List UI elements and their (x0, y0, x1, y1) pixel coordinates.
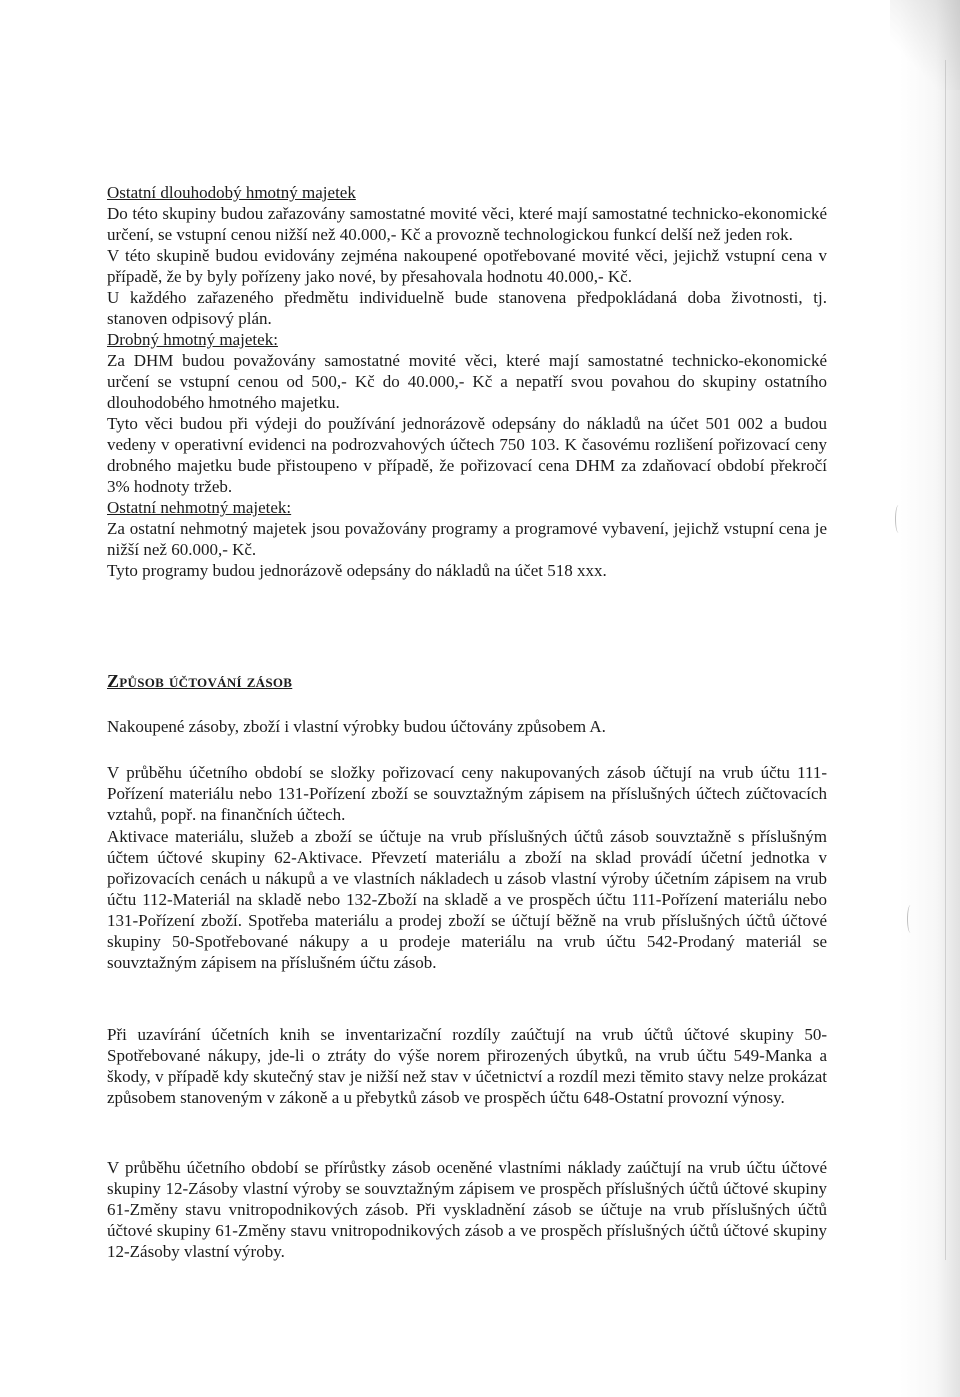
paragraph: Tyto věci budou při výdeji do používání jednorázově odepsány do nákladů na účet 501 002 a budou vedeny v operativní evidenci na podrozvahových účtech 750 103. K časovému rozlišení pořizovací ceny drobného majetku bude přistoupeno v případě, že pořizovací cena DHM za zdaňovací období překročí 3% hodnoty tržeb. (107, 414, 827, 496)
paragraph: Za DHM budou považovány samostatné movité věci, které mají samostatné technicko-ekonomické určení se vstupní cenou od 500,- Kč do 40.000,- Kč a nepatří svou povahou do skupiny ostatního dlouhodobého hmotného majetku. (107, 351, 827, 412)
scan-shadow-edge (900, 0, 960, 1397)
heading-zpusob-uctovani-zasob: Způsob účtování zásob (107, 671, 293, 691)
document-body-top (107, 182, 827, 581)
paragraph: U každého zařazeného předmětu individuelně bude stanovena předpokládaná doba životnosti, tj. stanoven odpisový plán. (107, 288, 827, 328)
heading-ostatni-dlouhodoby: Ostatní dlouhodobý hmotný majetek (107, 183, 356, 202)
paragraph: V této skupině budou evidovány zejména nakoupené opotřebované movité věci, jejichž vstupní cena v případě, že by byly pořízeny jako nové, by přesahovala hodnotu 40.000,- Kč. (107, 246, 827, 286)
paragraph: Za ostatní nehmotný majetek jsou považovány programy a programové vybavení, jejichž vstupní cena je nižší než 60.000,- Kč. (107, 519, 827, 559)
scan-shadow-corner (890, 0, 960, 90)
heading-drobny-hmotny: Drobný hmotný majetek: (107, 330, 278, 349)
paragraph: V průběhu účetního období se složky pořizovací ceny nakupovaných zásob účtují na vrub účtu 111-Pořízení materiálu nebo 131-Pořízení zboží se souvztažným zápisem na příslušných účtech zúčtovacích vztahů, popř. na finančních účtech. (107, 763, 827, 824)
paragraph: Při uzavírání účetních knih se inventarizační rozdíly zaúčtují na vrub účtů účtové skupiny 50-Spotřebované nákupy, jde-li o ztráty do výše norem přirozených úbytků, na vrub účtu 549-Manka a škody, v případě kdy skutečný stav je nižší než stav v účetnictví a rozdíl mezi těmito stavy nelze prokázat způsobem stanoveným v zákoně a u přebytků zásob ve prospěch účtu 648-Ostatní provozní výnosy. (107, 1025, 827, 1107)
paragraph: V průběhu účetního období se přírůstky zásob oceněné vlastními náklady zaúčtují na vrub účtu účtové skupiny 12-Zásoby vlastní výroby se souvztažným zápisem ve prospěch příslušných účtů účtové skupiny 61-Změny stavu vnitropodnikových zásob. Při vyskladnění zásob se účtuje na vrub příslušných účtů účtové skupiny 61-Změny stavu vnitropodnikových zásob a ve prospěch příslušných účtů účtové skupiny 12-Zásoby vlastní výroby. (107, 1158, 827, 1261)
heading-ostatni-nehmotny: Ostatní nehmotný majetek: (107, 498, 292, 517)
scan-mark (907, 905, 914, 933)
paragraph: Do této skupiny budou zařazovány samostatné movité věci, které mají samostatné technicko-ekonomické určení, se vstupní cenou nižší než 40.000,- Kč a provozně technologickou funkcí delší než jeden rok. (107, 204, 827, 244)
paragraph: Nakoupené zásoby, zboží i vlastní výrobky budou účtovány způsobem A. (107, 717, 606, 736)
paragraph: Tyto programy budou jednorázově odepsány do nákladů na účet 518 xxx. (107, 561, 607, 580)
scan-fold-line (945, 60, 946, 1260)
paragraph: Aktivace materiálu, služeb a zboží se účtuje na vrub příslušných účtů zásob souvztažně s příslušným účtem účtové skupiny 62-Aktivace. Převzetí materiálu a zboží na sklad provádí účetní jednotka v pořizovacích cenách u nákupů a ve vlastních nákladech u zásob vlastní výroby účetním zápisem na vrub účtu 112-Materiál na skladě nebo 132-Zboží na skladě a ve prospěch účtu 111-Pořízení materiálu nebo 131-Pořízení zboží. Spotřeba materiálu a prodej zboží se účtují běžně na vrub příslušných účtů účtové skupiny 50-Spotřebované nákupy a u prodeje materiálu na vrub účtu 542-Prodaný materiál se souvztažným zápisem na příslušném účtu zásob. (107, 827, 827, 972)
scan-mark (895, 505, 902, 533)
